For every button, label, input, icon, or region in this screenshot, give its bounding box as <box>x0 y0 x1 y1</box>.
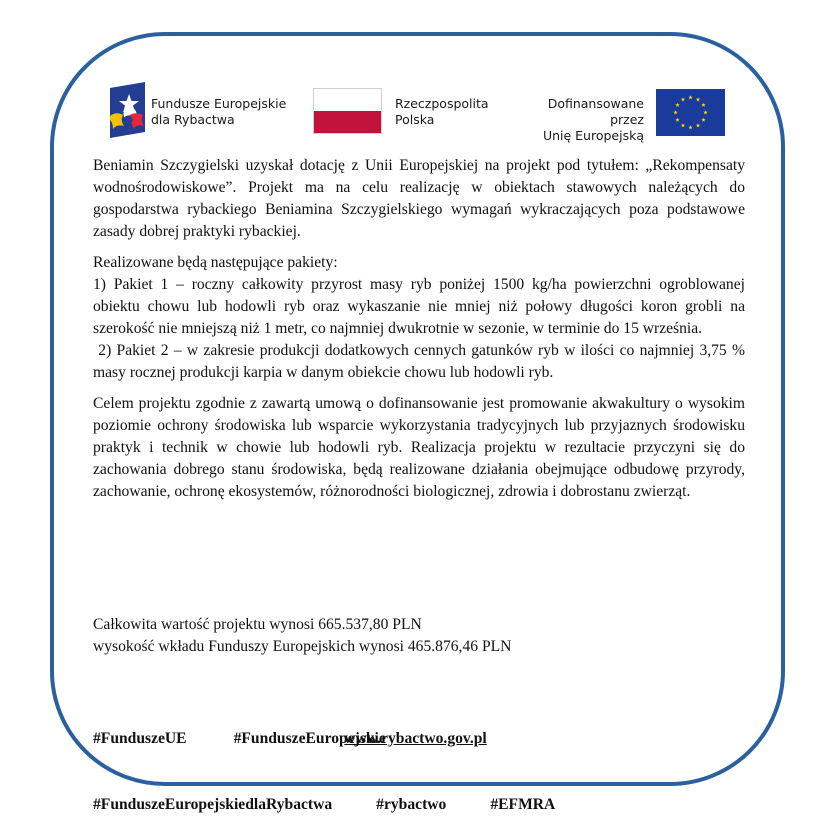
package-1-paragraph: 1) Pakiet 1 – roczny całkowity przyrost masy ryb poniżej 1500 kg/ha powierzchni ogroblowanej obiektu chowu lub hodowli ryb oraz wykaszanie nie mniej niż połowy długości koron grobli na szerokość nie mniejszą niż 1 metr, co najmniej dwukrotnie w sezonie, w terminie do 15 września. <box>93 276 745 337</box>
website-link-row <box>0 728 837 750</box>
hashtag-row-2 <box>93 794 555 816</box>
fe-logo-line1: Fundusze Europejskie <box>151 96 287 111</box>
eu-logo-line1: Dofinansowane przez <box>547 96 644 127</box>
hashtag: #FunduszeEuropejskiedlaRybactwa <box>93 796 333 813</box>
logo-bar <box>0 0 837 150</box>
eu-contribution-text: wysokość wkładu Funduszy Europejskich wynosi 465.876,46 PLN <box>93 638 512 655</box>
eu-flag-icon <box>656 89 725 136</box>
total-value-text: Całkowita wartość projektu wynosi 665.537,80 PLN <box>93 616 422 633</box>
polish-flag-icon <box>313 88 382 134</box>
fe-logo-text <box>151 96 286 128</box>
rp-logo-line2: Polska <box>395 112 435 127</box>
eu-logo-line2: Unię Europejską <box>542 128 644 143</box>
package-2-paragraph: 2) Pakiet 2 – w zakresie produkcji dodatkowych cennych gatunków ryb w ilości co najmniej 3,75 % masy rocznej produkcji karpia w danym obiekcie chowu lub hodowli ryb. <box>93 342 749 381</box>
intro-paragraph: Beniamin Szczygielski uzyskał dotację z Unii Europejskiej na projekt pod tytułem: „Rekompensaty wodnośrodowiskowe”. Projekt ma na celu realizację w obiektach stawowych należących do gospodarstwa rybackiego Beniamina Szczygielskiego wymagań wykraczających poza podstawowe zasady dobrej praktyki rybackiej. <box>93 157 745 240</box>
project-description <box>93 155 749 503</box>
hashtag: #FunduszeEuropejskie <box>233 730 386 747</box>
website-link[interactable]: www.rybactwo.gov.pl <box>344 730 487 747</box>
funding-info <box>93 614 511 658</box>
hashtag: #rybactwo <box>376 796 447 813</box>
rp-logo-text <box>395 96 489 128</box>
hashtag: #EFMRA <box>490 796 556 813</box>
fe-logo-line2: dla Rybactwa <box>151 112 235 127</box>
goal-paragraph: Celem projektu zgodnie z zawartą umową o dofinansowanie jest promowanie akwakultury o wysokim poziomie ochrony środowiska lub wsparcie wykorzystania tradycyjnych lub przyjaznych środowisku praktyk i technik w chowie lub hodowli ryb. Realizacja projektu w rezultacie przyczyni się do zachowania dobrego stanu środowiska, będą realizowane działania obejmujące odbudowę przyrody, zachowanie, ochronę ekosystemów, różnorodności biologicznej, zdrowia i dobrostanu zwierząt. <box>93 395 745 500</box>
rp-logo-line1: Rzeczpospolita <box>395 96 489 111</box>
eu-logo-text <box>513 96 644 144</box>
fundusze-europejskie-logo-icon <box>110 82 145 138</box>
packages-heading: Realizowane będą następujące pakiety: <box>93 254 338 271</box>
hashtag: #FunduszeUE <box>93 730 187 747</box>
hashtags <box>93 684 555 838</box>
